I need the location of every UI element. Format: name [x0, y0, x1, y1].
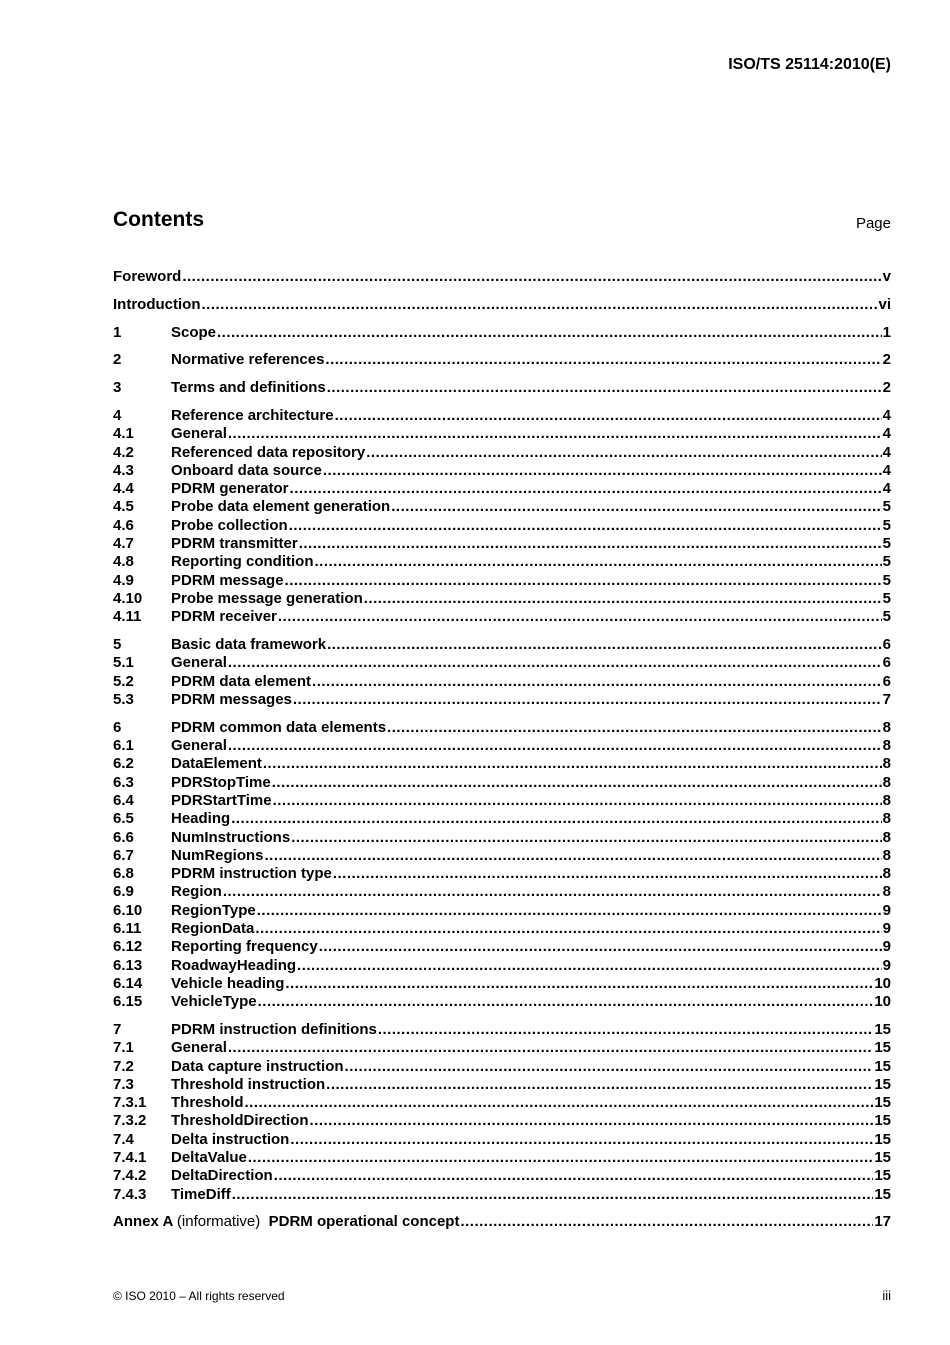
toc-section-title: Probe message generation	[171, 589, 363, 607]
toc-section-title: RegionType	[171, 901, 256, 919]
dot-leader	[378, 1021, 873, 1039]
toc-section-number: 4.7	[113, 535, 134, 553]
toc-entry[interactable]	[113, 902, 891, 920]
toc-annex-group	[113, 1213, 891, 1231]
dot-leader	[265, 847, 882, 865]
toc-section-number: 2	[113, 351, 122, 369]
dot-leader	[289, 517, 882, 535]
toc-section-title: RegionData	[171, 920, 255, 937]
toc-section-title: Scope	[171, 323, 217, 341]
toc-section-number: 6.8	[113, 865, 134, 883]
toc-entry[interactable]	[113, 553, 891, 571]
toc-section-title: Reporting condition	[171, 553, 314, 571]
toc-entry[interactable]	[113, 755, 891, 773]
toc-section-number: 7	[113, 1020, 122, 1038]
toc-entry[interactable]	[113, 517, 891, 535]
dot-leader	[228, 737, 882, 755]
toc-section-number: 7.4	[113, 1130, 134, 1148]
toc-group	[113, 296, 891, 314]
toc-entry[interactable]	[113, 1039, 891, 1057]
toc-page-number: 15	[874, 1057, 891, 1075]
toc-section-title: DeltaDirection	[171, 1167, 273, 1185]
toc-section-number: 6.9	[113, 883, 134, 901]
toc-page-number: 4	[882, 406, 891, 424]
toc-section-number: 7.2	[113, 1057, 134, 1075]
toc-page-number: 5	[882, 571, 891, 589]
toc-page-number: 15	[874, 1112, 891, 1130]
dot-leader	[274, 1167, 874, 1185]
dot-leader	[217, 324, 882, 342]
toc-entry[interactable]	[113, 993, 891, 1011]
toc-section-title: General	[171, 425, 227, 443]
toc-section-title: Delta instruction	[171, 1130, 290, 1148]
dot-leader	[319, 938, 882, 956]
toc-group	[113, 1021, 891, 1204]
toc-section-title: PDRM transmitter	[171, 535, 298, 553]
toc-entry[interactable]	[113, 636, 891, 654]
dot-leader	[345, 1058, 874, 1076]
toc-page-number: 5	[882, 608, 891, 626]
toc-page-number: 8	[882, 791, 891, 809]
toc-entry[interactable]	[113, 1094, 891, 1112]
toc-section-title: PDRM instruction definitions	[171, 1020, 377, 1038]
toc-section-title: Normative references	[171, 351, 325, 369]
toc-section-number: 7.4.2	[113, 1167, 147, 1185]
dot-leader	[323, 462, 882, 480]
dot-leader	[387, 719, 882, 737]
toc-section-title: DeltaValue	[171, 1149, 247, 1167]
toc-section-title: PDRM instruction type	[171, 865, 332, 883]
dot-leader	[258, 993, 874, 1011]
dot-leader	[293, 691, 882, 709]
toc-annex-title-wrap	[113, 1213, 459, 1231]
toc-entry[interactable]	[113, 1186, 891, 1204]
dot-leader	[325, 351, 881, 369]
dot-leader	[273, 792, 882, 810]
toc-section-title: Probe data element generation	[171, 498, 391, 516]
dot-leader	[364, 590, 882, 608]
toc-entry[interactable]	[113, 498, 891, 516]
toc-page-number: 15	[874, 1094, 891, 1112]
toc-group	[113, 719, 891, 1012]
toc-entry[interactable]	[113, 590, 891, 608]
toc-page-number: 5	[882, 516, 891, 534]
toc-entry[interactable]	[113, 1058, 891, 1076]
toc-section-title: Foreword	[113, 268, 182, 285]
toc-section-title: General	[171, 737, 227, 755]
toc-group	[113, 636, 891, 709]
toc-section-number: 6.14	[113, 974, 143, 992]
toc-page-number: 8	[882, 883, 891, 901]
page-column-label: Page	[855, 215, 891, 232]
dot-leader	[290, 480, 882, 498]
dot-leader	[366, 444, 881, 462]
toc-section-number: 4.5	[113, 498, 134, 516]
toc-entry[interactable]	[113, 654, 891, 672]
toc-section-number: 4.2	[113, 443, 134, 461]
toc-page-number: 1	[882, 323, 891, 341]
toc-page-number: 4	[882, 443, 891, 461]
toc-section-title: Vehicle heading	[171, 974, 285, 992]
toc-entry[interactable]	[113, 1021, 891, 1039]
toc-entry[interactable]	[113, 351, 891, 369]
toc-entry[interactable]	[113, 774, 891, 792]
toc-page-number: 8	[882, 810, 891, 828]
dot-leader	[223, 883, 882, 901]
toc-entry[interactable]	[113, 535, 891, 553]
toc-entry[interactable]	[113, 691, 891, 709]
toc-section-title: PDRM common data elements	[171, 718, 387, 736]
toc-entry[interactable]	[113, 957, 891, 975]
toc-section-title: PDRM data element	[171, 672, 312, 690]
toc-page-number: 15	[874, 1149, 891, 1167]
toc-section-number: 6.11	[113, 920, 142, 937]
table-of-contents	[113, 268, 891, 1241]
toc-section-number: 4.1	[113, 425, 134, 443]
toc-section-number: 6.12	[113, 938, 143, 956]
toc-section-number: 4	[113, 406, 122, 424]
toc-page-number: 4	[882, 461, 891, 479]
dot-leader	[231, 810, 881, 828]
copyright-notice: © ISO 2010 – All rights reserved	[113, 1289, 285, 1303]
dot-leader	[391, 498, 881, 516]
document-code: ISO/TS 25114:2010(E)	[728, 56, 891, 73]
toc-page-number: 8	[882, 865, 891, 883]
toc-entry[interactable]	[113, 792, 891, 810]
toc-entry[interactable]	[113, 847, 891, 865]
toc-entry[interactable]	[113, 462, 891, 480]
toc-section-title: Referenced data repository	[171, 443, 366, 461]
toc-section-number: 7.1	[113, 1039, 134, 1057]
toc-page-number: 2	[882, 379, 891, 397]
toc-section-title: PDRM receiver	[171, 608, 277, 626]
dot-leader	[228, 654, 882, 672]
dot-leader	[335, 407, 882, 425]
toc-entry[interactable]	[113, 407, 891, 425]
toc-entry[interactable]	[113, 425, 891, 443]
toc-section-title: ThresholdDirection	[171, 1112, 309, 1130]
toc-entry[interactable]	[113, 673, 891, 691]
toc-section-number: 1	[113, 323, 122, 341]
toc-page-number: 6	[882, 636, 891, 654]
contents-heading: Contents	[113, 208, 204, 231]
toc-page-number: 15	[874, 1075, 891, 1093]
toc-entry[interactable]	[113, 883, 891, 901]
toc-section-title: Reporting frequency	[171, 938, 318, 956]
toc-section-number: 4.3	[113, 461, 134, 479]
toc-section-number: 5	[113, 636, 122, 654]
toc-page-number: 8	[882, 755, 891, 773]
toc-section-number: 6.7	[113, 846, 134, 864]
toc-section-title: NumRegions	[171, 846, 264, 864]
toc-section-number: 4.11	[113, 608, 142, 626]
dot-leader	[285, 572, 882, 590]
annex-qualifier: (informative)	[176, 1213, 261, 1231]
toc-page-number: 15	[874, 1039, 891, 1057]
toc-section-number: 6.5	[113, 810, 134, 828]
toc-entry[interactable]	[113, 920, 891, 938]
dot-leader	[182, 268, 881, 286]
toc-page-number: 7	[882, 690, 891, 708]
toc-section-number: 4.10	[113, 589, 143, 607]
toc-group	[113, 379, 891, 397]
toc-entry-annex-a[interactable]	[113, 1213, 891, 1231]
dot-leader	[312, 673, 882, 691]
toc-entry[interactable]	[113, 608, 891, 626]
toc-page-number: v	[882, 268, 891, 285]
toc-entry[interactable]	[113, 975, 891, 993]
toc-section-title: Threshold instruction	[171, 1075, 326, 1093]
annex-prefix: Annex A	[113, 1213, 173, 1231]
toc-group	[113, 268, 891, 286]
toc-entry[interactable]	[113, 719, 891, 737]
toc-entry[interactable]	[113, 444, 891, 462]
dot-leader	[333, 865, 882, 883]
toc-section-title: Reference architecture	[171, 406, 334, 424]
toc-entry[interactable]	[113, 1112, 891, 1130]
toc-section-title: DataElement	[171, 755, 262, 773]
toc-section-title: NumInstructions	[171, 828, 291, 846]
dot-leader	[201, 296, 877, 314]
toc-section-title: Introduction	[113, 295, 201, 313]
toc-entry[interactable]	[113, 829, 891, 847]
toc-page-number: 5	[882, 535, 891, 553]
toc-section-number: 7.4.1	[113, 1149, 147, 1167]
toc-section-number: 6.4	[113, 791, 134, 809]
toc-section-number: 6.10	[113, 901, 143, 919]
dot-leader	[232, 1186, 874, 1204]
toc-section-title: Basic data framework	[171, 636, 327, 654]
toc-section-title: VehicleType	[171, 993, 257, 1011]
toc-page-number: 9	[882, 920, 891, 937]
toc-section-number: 6.1	[113, 737, 134, 755]
toc-section-title: Onboard data source	[171, 461, 322, 479]
toc-entry[interactable]	[113, 810, 891, 828]
dot-leader	[255, 920, 881, 938]
toc-section-number: 6.2	[113, 755, 134, 773]
dot-leader	[314, 553, 881, 571]
dot-leader	[228, 1039, 873, 1057]
toc-page-number: 4	[882, 480, 891, 498]
dot-leader	[326, 1076, 873, 1094]
dot-leader	[297, 957, 882, 975]
toc-page-number: 8	[882, 718, 891, 736]
toc-section-title: PDRM messages	[171, 690, 292, 708]
dot-leader	[291, 829, 881, 847]
toc-group	[113, 351, 891, 369]
toc-page-number: 15	[874, 1167, 891, 1185]
toc-page-number: vi	[878, 295, 891, 313]
toc-section-number: 6.13	[113, 956, 143, 974]
toc-section-number: 4.6	[113, 516, 134, 534]
toc-page-number: 8	[882, 737, 891, 755]
toc-section-title: PDRStopTime	[171, 773, 271, 791]
toc-page-number: 8	[882, 828, 891, 846]
toc-section-title: Region	[171, 883, 222, 901]
dot-leader	[310, 1112, 874, 1130]
toc-page-number: 5	[882, 553, 891, 571]
dot-leader	[245, 1094, 874, 1112]
toc-page-number: 8	[882, 846, 891, 864]
toc-group	[113, 324, 891, 342]
dot-leader	[257, 902, 882, 920]
toc-section-title: Data capture instruction	[171, 1057, 344, 1075]
dot-leader	[290, 1131, 873, 1149]
toc-section-number: 4.4	[113, 480, 134, 498]
toc-section-number: 5.1	[113, 654, 134, 672]
toc-section-title: PDRM message	[171, 571, 284, 589]
dot-leader	[285, 975, 873, 993]
toc-page-number: 4	[882, 425, 891, 443]
toc-page-number: 2	[882, 351, 891, 369]
toc-entry[interactable]	[113, 737, 891, 755]
toc-section-number: 3	[113, 379, 122, 397]
toc-page-number: 5	[882, 589, 891, 607]
toc-page-number: 15	[874, 1130, 891, 1148]
toc-entry[interactable]	[113, 1149, 891, 1167]
toc-page-number: 8	[882, 773, 891, 791]
toc-section-number: 4.9	[113, 571, 134, 589]
toc-section-title: PDRStartTime	[171, 791, 272, 809]
dot-leader	[327, 636, 882, 654]
toc-section-number: 4.8	[113, 553, 134, 571]
toc-entry[interactable]	[113, 379, 891, 397]
toc-section-number: 7.4.3	[113, 1185, 147, 1203]
toc-entry[interactable]	[113, 1076, 891, 1094]
toc-entry[interactable]	[113, 296, 891, 314]
toc-section-number: 7.3	[113, 1075, 134, 1093]
dot-leader	[327, 379, 882, 397]
toc-section-number: 6.3	[113, 773, 134, 791]
toc-page-number: 15	[874, 1020, 891, 1038]
dot-leader	[248, 1149, 873, 1167]
toc-section-title: General	[171, 1039, 227, 1057]
toc-section-title: PDRM generator	[171, 480, 289, 498]
dot-leader	[263, 755, 882, 773]
toc-section-number: 6.6	[113, 828, 134, 846]
toc-entry[interactable]	[113, 324, 891, 342]
toc-entry[interactable]	[113, 1167, 891, 1185]
dot-leader	[278, 608, 882, 626]
annex-title: PDRM operational concept	[268, 1213, 460, 1231]
toc-section-title: TimeDiff	[171, 1185, 231, 1203]
toc-section-number: 7.3.1	[113, 1094, 147, 1112]
dot-leader	[460, 1213, 873, 1231]
toc-page-number: 5	[882, 498, 891, 516]
toc-entry[interactable]	[113, 572, 891, 590]
dot-leader	[299, 535, 882, 553]
toc-page-number: 6	[882, 672, 891, 690]
toc-section-title: Terms and definitions	[171, 379, 326, 397]
toc-page-number: 9	[882, 956, 891, 974]
toc-section-title: General	[171, 654, 227, 672]
toc-section-title: Threshold	[171, 1094, 244, 1112]
toc-section-title: Probe collection	[171, 516, 288, 534]
toc-section-number: 5.2	[113, 672, 134, 690]
toc-section-title: RoadwayHeading	[171, 956, 297, 974]
toc-entry[interactable]	[113, 865, 891, 883]
toc-group	[113, 407, 891, 627]
toc-entry[interactable]	[113, 1131, 891, 1149]
toc-entry[interactable]	[113, 480, 891, 498]
toc-page-number: 10	[874, 974, 891, 992]
toc-section-number: 7.3.2	[113, 1112, 147, 1130]
toc-section-number: 6.15	[113, 993, 143, 1011]
toc-section-number: 5.3	[113, 690, 134, 708]
toc-page-number: 17	[874, 1213, 891, 1231]
toc-section-title: Heading	[171, 810, 231, 828]
toc-page-number: 6	[882, 654, 891, 672]
toc-section-number: 6	[113, 718, 122, 736]
toc-page-number: 15	[874, 1185, 891, 1203]
toc-page-number: 9	[882, 938, 891, 956]
toc-page-number: 10	[874, 993, 891, 1011]
toc-page-number: 9	[882, 901, 891, 919]
toc-entry[interactable]	[113, 938, 891, 956]
footer-page-number: iii	[882, 1288, 891, 1303]
dot-leader	[272, 774, 882, 792]
toc-entry[interactable]	[113, 268, 891, 286]
dot-leader	[228, 425, 882, 443]
